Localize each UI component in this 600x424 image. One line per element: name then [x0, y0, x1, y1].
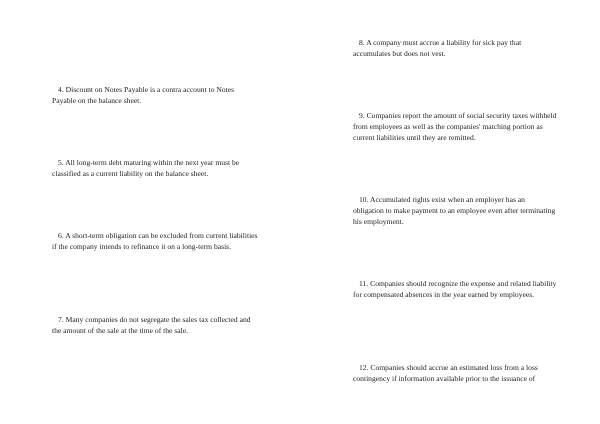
statement-11 — [353, 278, 557, 300]
statement-number: 5. — [58, 158, 64, 167]
statement-number: 12. — [359, 363, 369, 372]
statement-5 — [52, 157, 258, 179]
statement-number: 11. — [359, 279, 369, 288]
statement-text: Companies report the amount of social security taxes withheld from employees as well as the companies' matching portion as current liabilities until they are remitted. — [353, 111, 557, 142]
statement-9 — [353, 110, 557, 143]
statement-number: 9. — [359, 111, 365, 120]
statement-text: A company must accrue a liability for sick pay that accumulates but does not vest. — [353, 38, 522, 58]
statement-10 — [353, 194, 557, 227]
statement-7 — [52, 314, 258, 336]
statement-text: Discount on Notes Payable is a contra account to Notes Payable on the balance sheet. — [52, 85, 235, 105]
statement-12 — [353, 362, 557, 384]
statement-text: Many companies do not segregate the sales tax collected and the amount of the sale at the time of the sale. — [52, 315, 251, 335]
statement-text: Accumulated rights exist when an employer has an obligation to make payment to an employee even after terminating his employment. — [353, 195, 556, 226]
statement-6 — [52, 230, 258, 252]
statement-number: 6. — [58, 231, 64, 240]
statement-number: 4. — [58, 85, 64, 94]
statement-8 — [353, 37, 557, 59]
statement-text: Companies should recognize the expense and related liability for compensated absences in the year earned by employees. — [353, 279, 557, 299]
statement-text: All long-term debt maturing within the next year must be classified as a current liability on the balance sheet. — [52, 158, 240, 178]
statement-number: 7. — [58, 315, 64, 324]
statement-number: 8. — [359, 38, 365, 47]
statement-text: Companies should accrue an estimated loss from a loss contingency if information available prior to the issuance of — [353, 363, 538, 383]
statement-number: 10. — [359, 195, 369, 204]
statement-4 — [52, 84, 258, 106]
statement-text: A short-term obligation can be excluded from current liabilities if the company intends to refinance it on a long-term basis. — [52, 231, 258, 251]
